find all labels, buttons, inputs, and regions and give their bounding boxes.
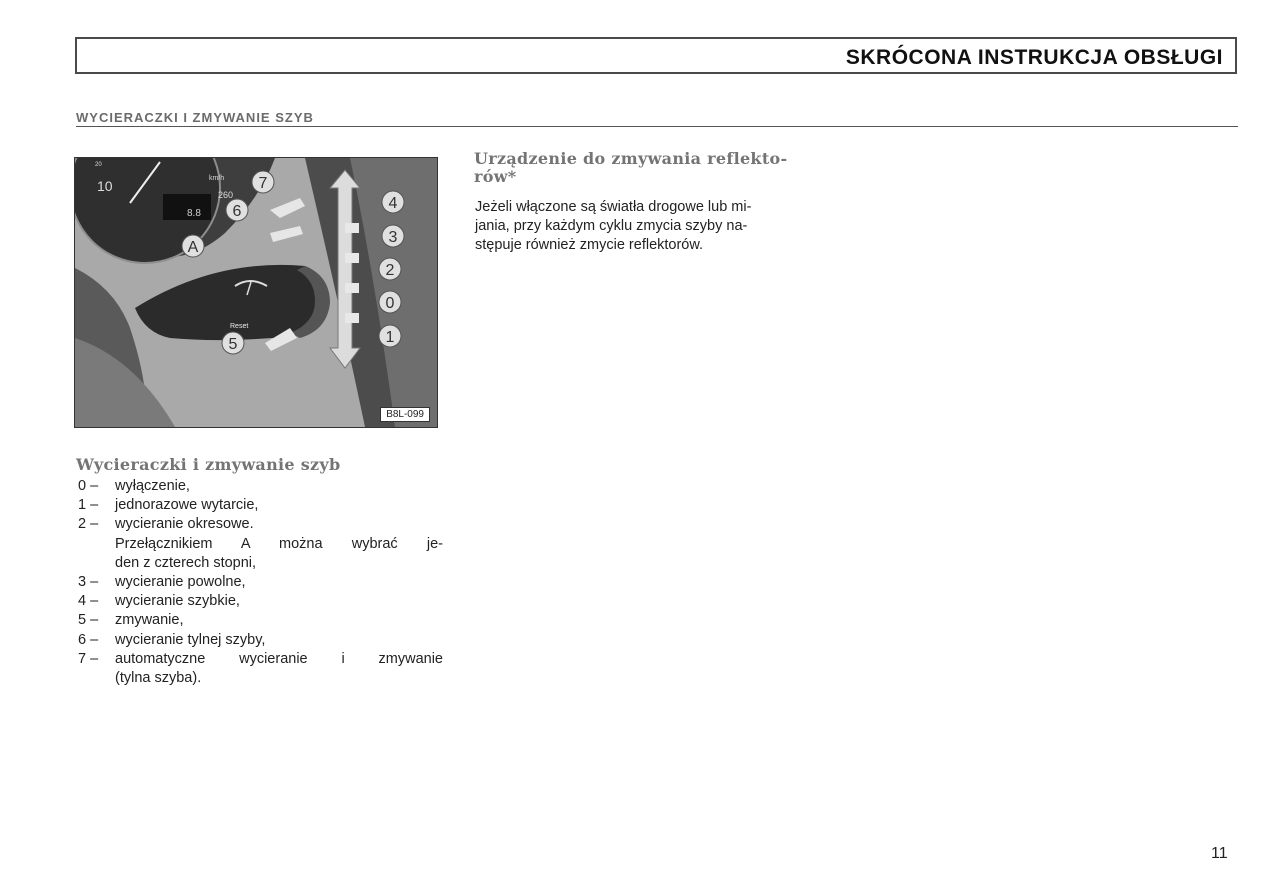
- callout-3: 3: [388, 229, 398, 246]
- item-number: 0 –: [78, 478, 99, 494]
- callout-5: 5: [228, 336, 238, 353]
- item-number: 3 –: [78, 574, 99, 591]
- headlight-washer-text: [475, 198, 840, 255]
- item-number: 2 –: [78, 516, 99, 533]
- header-box: [75, 37, 1237, 74]
- headlight-washer-title-line2: rów*: [474, 167, 517, 186]
- list-item: [78, 650, 443, 688]
- item-number: 1 –: [78, 497, 99, 514]
- gauge-speed-value: 260: [218, 190, 234, 200]
- header-title: SKRÓCONA INSTRUKCJA OBSŁUGI: [845, 46, 1223, 69]
- list-item: [78, 592, 443, 611]
- item-text: automatyczne wycieranie i zmywanie (tylna szyba).: [115, 650, 443, 687]
- item-text: wycieranie okresowe. Przełącznikiem A można wybrać je- den z czterech stopni,: [115, 516, 443, 571]
- callout-0: 0: [385, 295, 395, 312]
- list-item: [78, 477, 443, 496]
- item-text: wycieranie powolne,: [115, 574, 246, 591]
- callout-7: 7: [258, 175, 268, 192]
- callout-6: 6: [232, 203, 242, 220]
- list-item: [78, 573, 443, 592]
- gauge-speed-unit: km/h: [209, 175, 225, 182]
- figure-code: B8L-099: [380, 407, 430, 422]
- item-number: 7 –: [78, 650, 99, 667]
- item-text: zmywanie,: [115, 612, 184, 629]
- wiper-stalk-figure: [74, 157, 438, 428]
- wipers-title: Wycieraczki i zmywanie szyb: [76, 455, 341, 474]
- odometer-value: 8.8: [187, 208, 201, 219]
- callout-A: A: [187, 239, 199, 256]
- item-text: wyłączenie,: [115, 478, 190, 494]
- wiper-stalk-illustration: [75, 158, 437, 427]
- text-line: stępuje również zmycie reflektorów.: [475, 237, 704, 253]
- list-item: [78, 515, 443, 573]
- text-line: jania, przy każdym cyklu zmycia szyby na-: [475, 218, 748, 234]
- callout-1: 1: [385, 329, 395, 346]
- stalk-reset-label: Reset: [230, 323, 249, 330]
- gauge-small-label: 20: [95, 162, 102, 168]
- item-number: 5 –: [78, 612, 99, 629]
- item-text: wycieranie tylnej szyby,: [115, 631, 266, 648]
- list-item: [78, 631, 443, 650]
- item-text: jednorazowe wytarcie,: [115, 497, 259, 514]
- callout-4: 4: [388, 195, 398, 212]
- page-number: 11: [1211, 845, 1228, 862]
- gauge-rpm-label: 10: [97, 178, 113, 194]
- headlight-washer-title-line1: Urządzenie do zmywania reflekto-: [474, 149, 788, 168]
- item-number: 4 –: [78, 593, 99, 610]
- callout-2: 2: [385, 262, 395, 279]
- list-item: [78, 496, 443, 515]
- text-line: Jeżeli włączone są światła drogowe lub mi-: [475, 199, 752, 215]
- item-text: wycieranie szybkie,: [115, 593, 240, 610]
- section-heading: WYCIERACZKI I ZMYWANIE SZYB: [76, 110, 314, 125]
- item-number: 6 –: [78, 631, 99, 648]
- list-item: [78, 611, 443, 630]
- section-divider: [76, 126, 1238, 127]
- wiper-positions-list: [78, 477, 443, 688]
